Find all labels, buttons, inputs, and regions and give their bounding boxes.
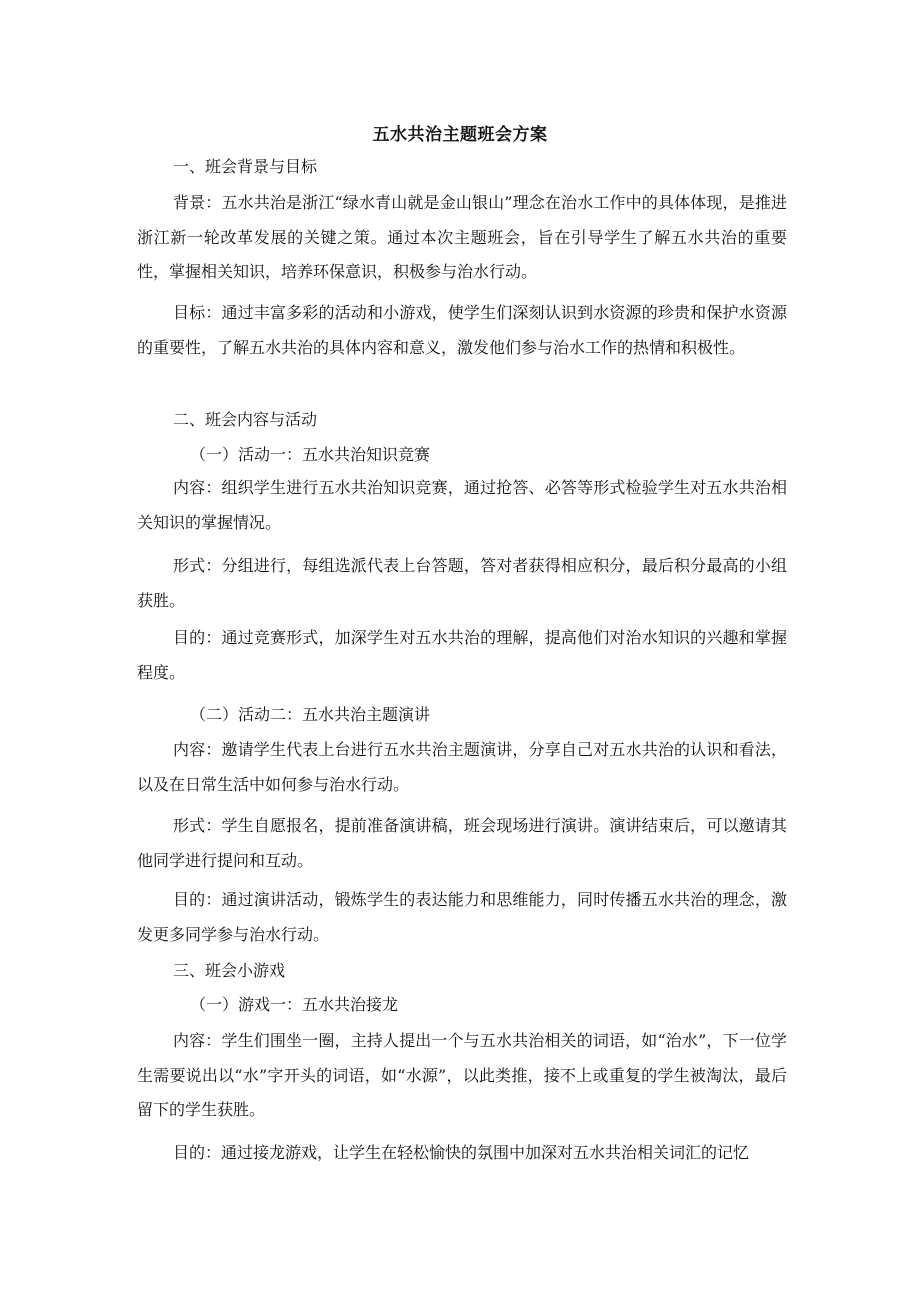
activity-two-purpose: 目的：通过演讲活动，锻炼学生的表达能力和思维能力，同时传播五水共治的理念，激发更多同学参与治水行动。 xyxy=(137,890,787,944)
activity-two-heading: （二）活动二：五水共治主题演讲 xyxy=(190,705,431,724)
section-heading-games: 三、班会小游戏 xyxy=(173,961,286,980)
game-one-heading: （一）游戏一：五水共治接龙 xyxy=(190,995,399,1014)
section-heading-background: 一、班会背景与目标 xyxy=(173,157,318,176)
paragraph-background: 背景：五水共治是浙江“绿水青山就是金山银山”理念在治水工作中的具体体现，是推进浙江新一轮改革发展的关键之策。通过本次主题班会，旨在引导学生了解五水共治的重要性，掌握相关知识，培养环保意识，积极参与治水行动。 xyxy=(137,193,787,281)
game-one-purpose: 目的：通过接龙游戏，让学生在轻松愉快的氛围中加深对五水共治相关词汇的记忆 xyxy=(173,1143,750,1162)
game-one-content: 内容：学生们围坐一圈，主持人提出一个与五水共治相关的词语，如“治水”，下一位学生需要说出以“水”字开头的词语，如“水源”，以此类推，接不上或重复的学生被淘汰，最后留下的学生获胜。 xyxy=(137,1031,787,1119)
activity-one-form: 形式：分组进行，每组选派代表上台答题，答对者获得相应积分，最后积分最高的小组获胜。 xyxy=(137,556,787,610)
activity-one-content: 内容：组织学生进行五水共治知识竞赛，通过抢答、必答等形式检验学生对五水共治相关知识的掌握情况。 xyxy=(137,478,787,532)
section-heading-activities: 二、班会内容与活动 xyxy=(173,410,318,429)
activity-one-purpose: 目的：通过竞赛形式，加深学生对五水共治的理解，提高他们对治水知识的兴趣和掌握程度。 xyxy=(137,628,787,682)
paragraph-goal: 目标：通过丰富多彩的活动和小游戏，使学生们深刻认识到水资源的珍贵和保护水资源的重要性，了解五水共治的具体内容和意义，激发他们参与治水工作的热情和积极性。 xyxy=(137,303,787,357)
activity-one-heading: （一）活动一：五水共治知识竞赛 xyxy=(190,445,431,464)
activity-two-content: 内容：邀请学生代表上台进行五水共治主题演讲，分享自己对五水共治的认识和看法，以及在日常生活中如何参与治水行动。 xyxy=(137,740,787,794)
document-title: 五水共治主题班会方案 xyxy=(372,125,548,145)
activity-two-form: 形式：学生自愿报名，提前准备演讲稿，班会现场进行演讲。演讲结束后，可以邀请其他同学进行提问和互动。 xyxy=(137,816,787,870)
